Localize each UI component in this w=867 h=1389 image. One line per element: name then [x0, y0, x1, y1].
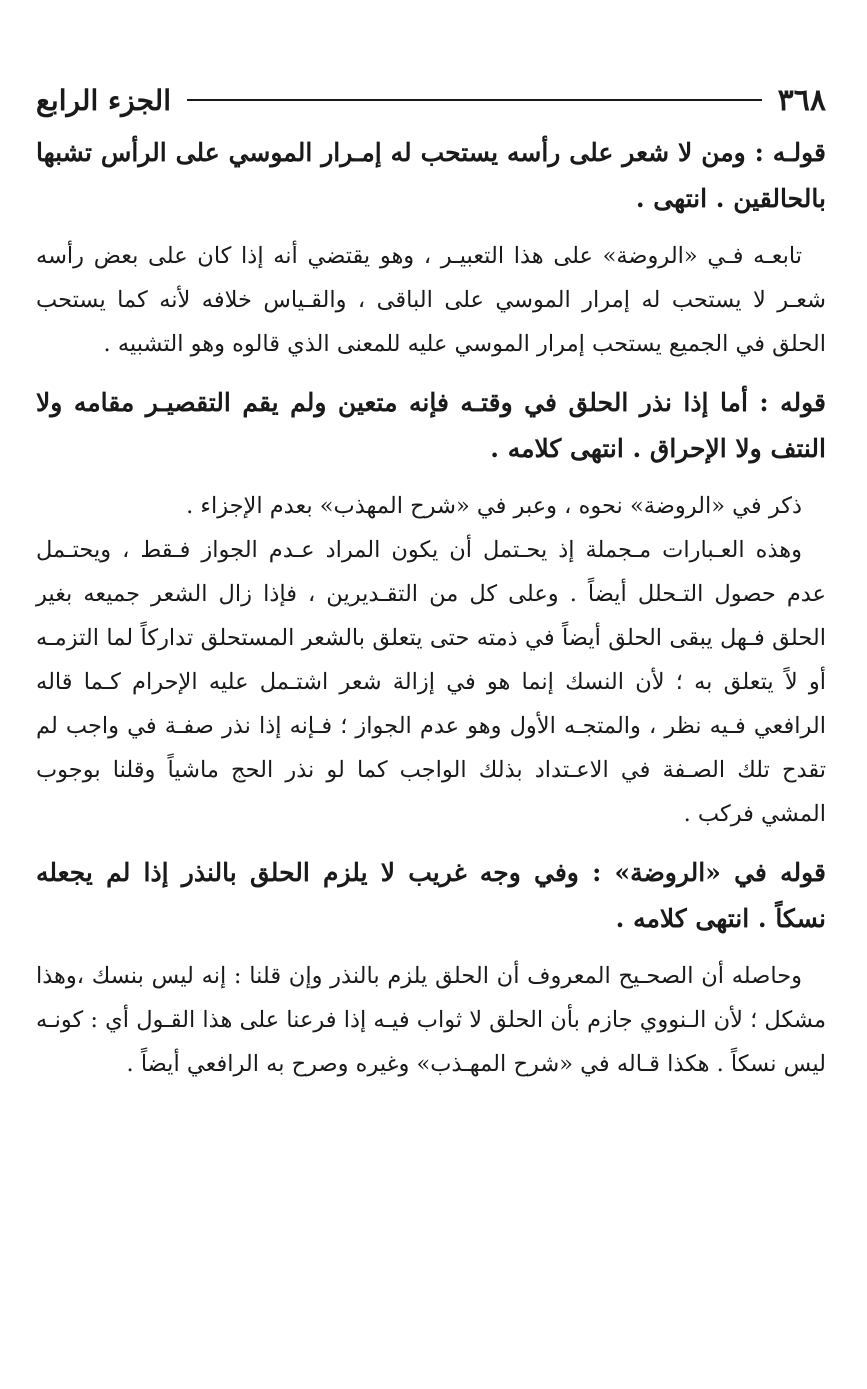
commentary-paragraph-4: وحاصله أن الصحـيح المعروف أن الحلق يلزم بالنذر وإن قلنا : إنه ليس بنسك ،وهذا مشكل ؛ لأن الـنووي جازم بأن الحلق لا ثواب فيـه إذا فرعنا على هذا القـول أي : كونـه ليس نسكاً . هكذا قـاله في «شرح المهـذب» وغيره وصرح به الرافعي أيضاً .: [36, 963, 826, 1077]
running-header: [36, 78, 826, 122]
section-title: الجزء الرابع: [36, 83, 171, 117]
quote-paragraph-3: قوله في «الروضة» : وفي وجه غريب لا يلزم الحلق بالنذر إذا لم يجعله نسكاً . انتهى كلامه .: [36, 858, 826, 933]
header-rule: [187, 99, 762, 101]
book-page: [36, 78, 826, 1086]
commentary-paragraph-3: وهذه العـبارات مـجملة إذ يحـتمل أن يكون المراد عـدم الجواز فـقط ، ويحتـمل عدم حصول التـحلل أيضاً . وعلى كل من التقـديرين ، فإذا زال الشعر جميعه بغير الحلق فـهل يبقى الحلق أيضاً في ذمته حتى يتعلق بالشعر المستحلق تداركاً لما التزمـه أو لاً يتعلق به ؛ لأن النسك إنما هو في إزالة شعر اشتـمل عليه الإحرام كـما قاله الرافعي فـيه نظر ، والمتجـه الأول وهو عدم الجواز ؛ فـإنه إذا نذر صفـة في واجب لم تقدح تلك الصـفة في الاعـتداد بذلك الواجب كما لو نذر الحج ماشياً وقلنا بوجوب المشي فركب .: [36, 537, 826, 827]
commentary-paragraph-2: ذكر في «الروضة» نحوه ، وعبر في «شرح المهذب» بعدم الإجزاء .: [186, 493, 802, 519]
page-number: ٣٦٨: [777, 82, 826, 118]
commentary-paragraph-1: تابعـه فـي «الروضة» على هذا التعبيـر ، وهو يقتضي أنه إذا كان على بعض رأسه شعـر لا يستحب له إمرار الموسي على الباقى ، والقـياس خلافه لأنه كما يستحب الحلق في الجميع يستحب إمرار الموسي عليه للمعنى الذي قالوه وهو التشبيه .: [36, 243, 826, 357]
quote-paragraph-2: قوله : أما إذا نذر الحلق في وقتـه فإنه متعين ولم يقم التقصيـر مقامه ولا النتف ولا الإحراق . انتهى كلامه .: [36, 388, 826, 463]
quote-paragraph-1: قولـه : ومن لا شعر على رأسه يستحب له إمـرار الموسي على الرأس تشبها بالحالقين . انتهى .: [36, 138, 826, 213]
